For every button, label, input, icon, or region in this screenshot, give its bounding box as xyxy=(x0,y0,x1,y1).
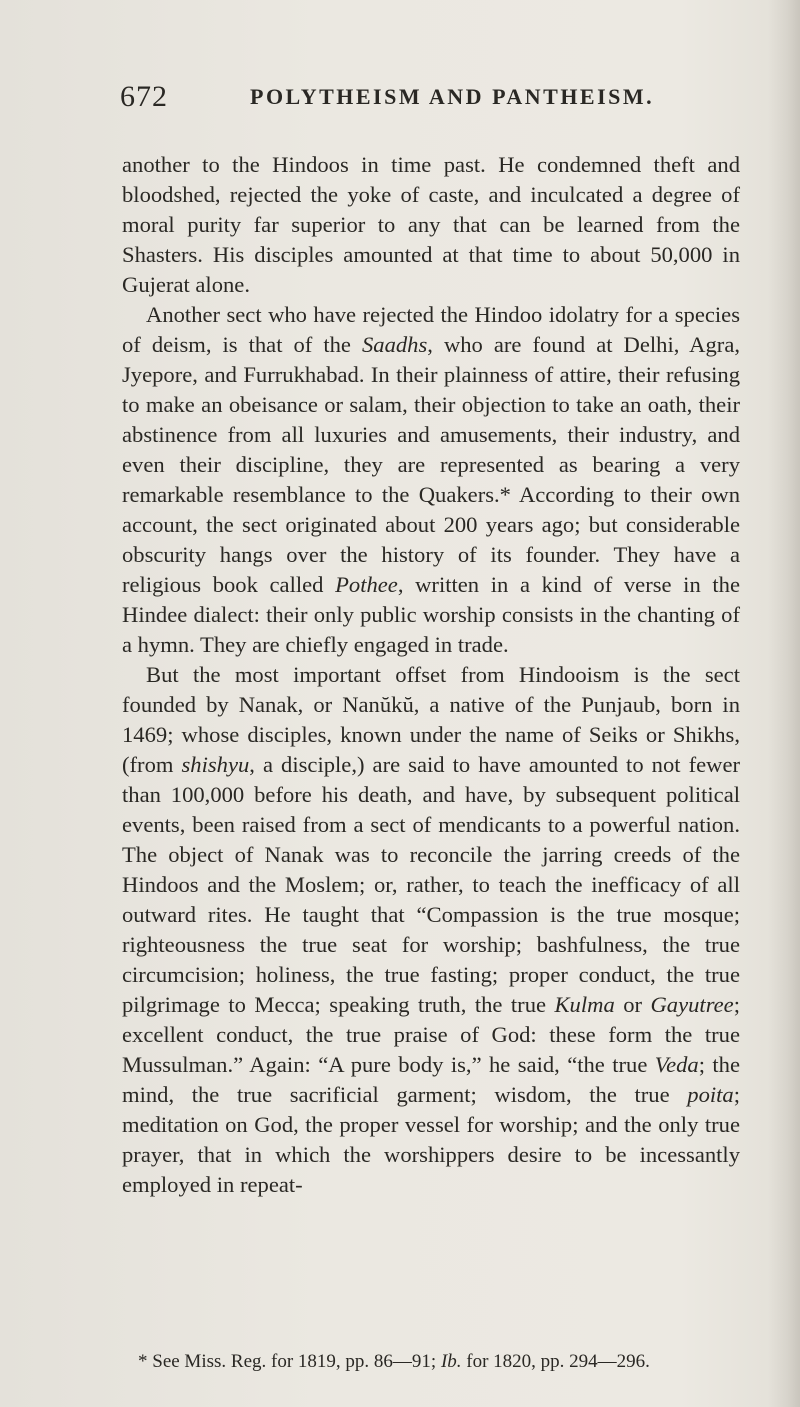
text-run: ; the mind, the true sacrificial garment; wisdom, the true xyxy=(122,1052,741,1107)
italic-text: Kulma xyxy=(554,992,615,1017)
body-text xyxy=(122,150,740,1200)
text-run: ; meditation on God, the proper vessel for worship; and the only true prayer, that in which the worshippers desire to be incessantly employed in repeat- xyxy=(122,1082,740,1197)
italic-text: Veda xyxy=(654,1052,699,1077)
text-run: another to the Hindoos in time past. He condemned theft and bloodshed, rejected the yoke of caste, and inculcated a degree of moral purity far superior to any that can be learned from the Shasters. His disciples amounted at that time to about 50,000 in Gujerat alone. xyxy=(122,152,740,297)
italic-text: Gayutree xyxy=(650,992,734,1017)
text-run: But the most important offset from Hindooism is the sect founded by Nanak, or Nanŭkŭ, a native of the Punjaub, born in 1469; whose disciples, known under the name of Seiks or Shikhs, (from xyxy=(122,662,740,777)
paragraph xyxy=(122,150,740,300)
italic-text: Pothee xyxy=(335,572,398,597)
text-run: for 1820, pp. 294—296. xyxy=(461,1351,650,1372)
text-run: , who are found at Delhi, Agra, Jyepore, and Furrukhabad. In their plainness of attire, their refusing to make an obeisance or salam, their objection to take an oath, their abstinence from all luxuries and amusements, their industry, and even their discipline, they are represented as bearing a very remarkable resemblance to the Quakers.* According to their own account, the sect originated about 200 years ago; but considerable obscurity hangs over the history of its founder. They have a religious book called xyxy=(122,332,740,597)
footnote xyxy=(138,1350,748,1374)
paragraph xyxy=(122,300,740,660)
italic-text: Saadhs xyxy=(361,332,428,357)
running-head: POLYTHEISM AND PANTHEISM. xyxy=(250,84,655,109)
text-run: Another sect who have rejected the Hindoo idolatry for a species of deism, is that of the xyxy=(122,302,740,357)
page-header xyxy=(120,80,740,120)
text-run: , a disciple,) are said to have amounted to not fewer than 100,000 before his death, and have, by subsequent political events, been raised from a sect of mendicants to a powerful nation. The object of Nanak was to reconcile the jarring creeds of the Hindoos and the Moslem; or, rather, to teach the inefficacy of all outward rites. He taught that “Compassion is the true mosque; righteousness the true seat for worship; bashfulness, the true circumcision; holiness, the true fasting; proper conduct, the true pilgrimage to Mecca; speaking truth, the true xyxy=(122,752,740,1017)
page-number: 672 xyxy=(120,80,168,113)
italic-text: poita xyxy=(687,1082,734,1107)
italic-text: Ib. xyxy=(440,1351,462,1372)
text-run: , written in a kind of verse in the Hindee dialect: their only public worship consists in the chanting of a hymn. They are chiefly engaged in trade. xyxy=(122,572,740,657)
page-edge-shadow xyxy=(768,0,800,1407)
text-run: * See Miss. Reg. for 1819, pp. 86—91; xyxy=(138,1351,441,1372)
paragraph xyxy=(122,660,740,1200)
text-run: or xyxy=(614,992,651,1017)
text-run: ; excellent conduct, the true praise of God: these form the true Mussulman.” Again: “A pure body is,” he said, “the true xyxy=(122,992,740,1077)
italic-text: shishyu xyxy=(181,752,250,777)
